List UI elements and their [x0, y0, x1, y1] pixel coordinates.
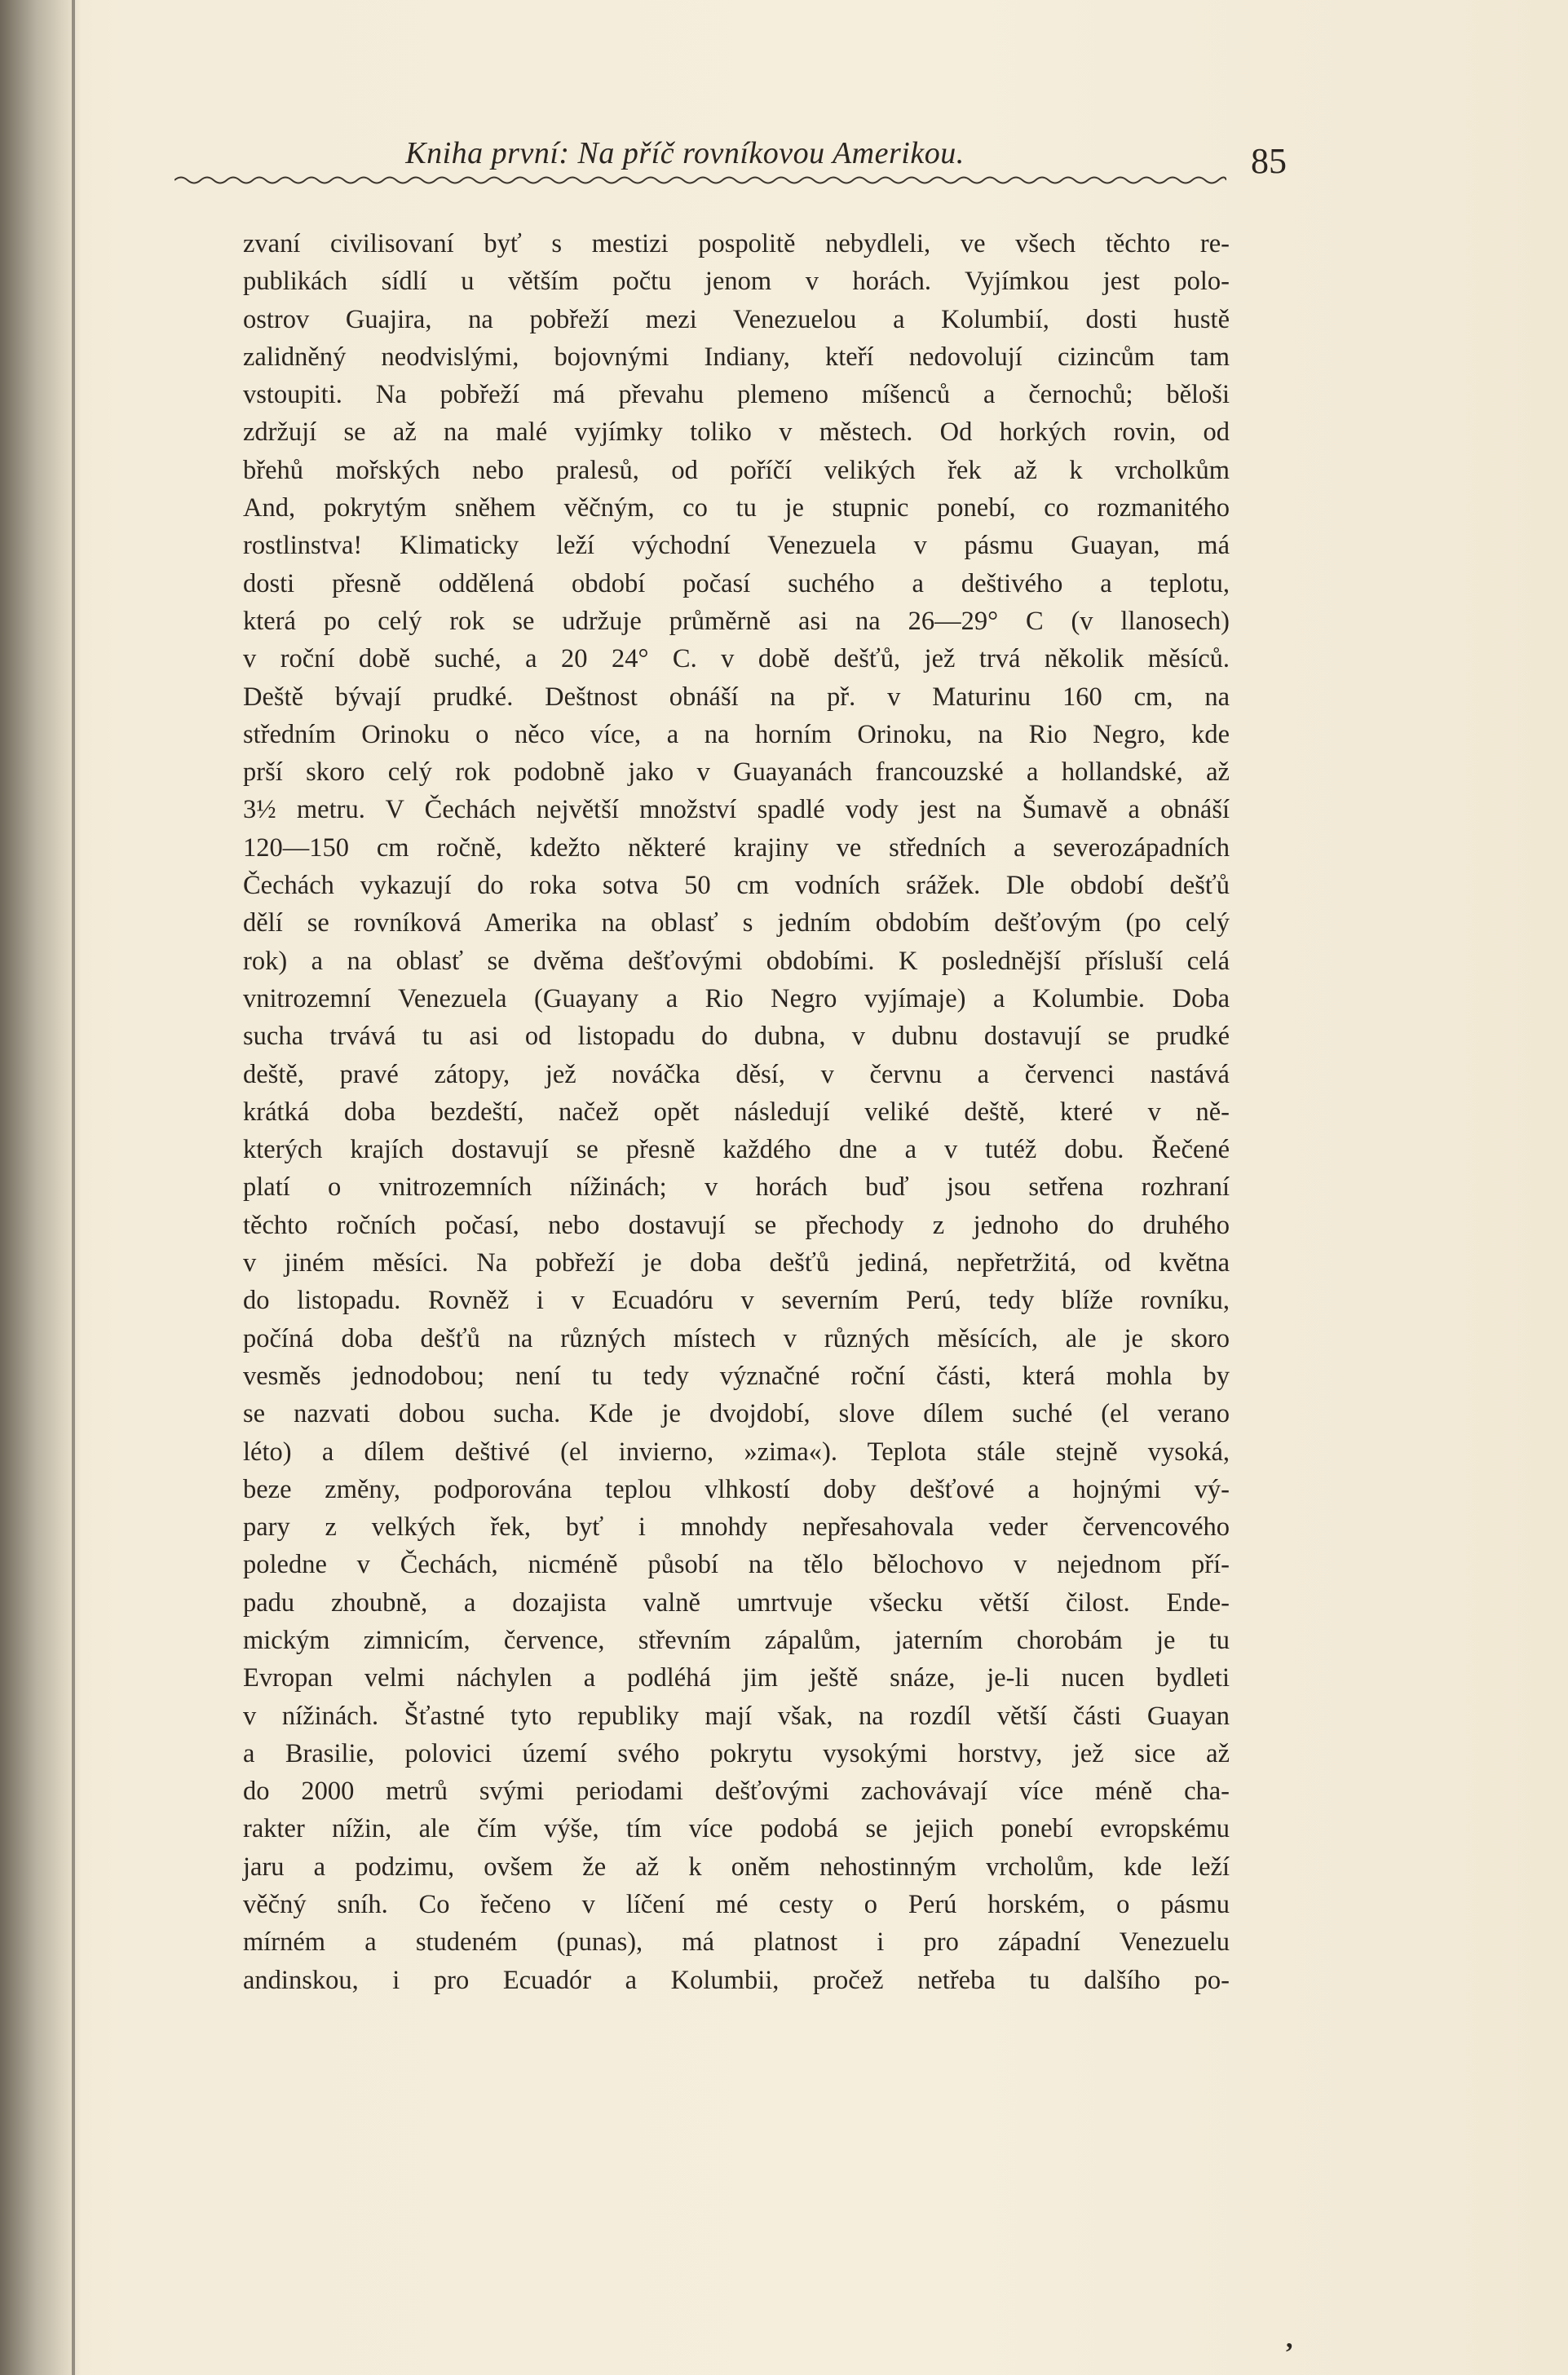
- text-line: dělí se rovníková Amerika na oblasť s jedním obdobím dešťovým (po celý: [243, 908, 1230, 938]
- text-line: mickým zimnicím, července, střevním zápalům, jaterním chorobám je tu: [243, 1625, 1230, 1655]
- text-line: platí o vnitrozemních nížinách; v horách buď jsou setřena rozhraní: [243, 1172, 1230, 1203]
- text-line: do listopadu. Rovněž i v Ecuadóru v severním Perú, tedy blíže rovníku,: [243, 1286, 1230, 1316]
- text-line: prší skoro celý rok podobně jako v Guayanách francouzské a hollandské, až: [243, 757, 1230, 788]
- page-number: 85: [1251, 141, 1287, 181]
- text-line: poledne v Čechách, nicméně působí na tělo bělochovo v nejednom pří-: [243, 1550, 1230, 1580]
- text-line: zvaní civilisovaní byť s mestizi pospolitě nebydleli, ve všech těchto re-: [243, 229, 1230, 258]
- text-line: středním Orinoku o něco více, a na horním Orinoku, na Rio Negro, kde: [243, 719, 1230, 749]
- text-line: And, pokrytým sněhem věčným, co tu je stupnic ponebí, co rozmanitého: [243, 493, 1230, 523]
- text-line: krátká doba bezdeští, načež opět následují veliké deště, které v ně-: [243, 1097, 1230, 1127]
- text-line: dosti přesně oddělená období počasí suchého a deštivého a teplotu,: [243, 568, 1230, 598]
- text-line: beze změny, podporována teplou vlhkostí doby dešťové a hojnými vý-: [243, 1474, 1230, 1504]
- body-text: [243, 225, 1230, 1999]
- text-line: která po celý rok se udržuje průměrně asi na 26—29° C (v llanosech): [243, 606, 1230, 636]
- text-line: jaru a podzimu, ovšem že až k oněm nehostinným vrcholům, kde leží: [243, 1852, 1230, 1882]
- text-line: Deště bývají prudké. Deštnost obnáší na př. v Maturinu 160 cm, na: [243, 682, 1230, 712]
- text-line: 120—150 cm ročně, kdežto některé krajiny ve středních a severozápadních: [243, 832, 1230, 863]
- text-line: Čechách vykazují do roka sotva 50 cm vodních srážek. Dle období dešťů: [243, 871, 1230, 901]
- text-line: publikách sídlí u větším počtu jenom v horách. Vyjímkou jest polo-: [243, 267, 1230, 297]
- binding-edge: [72, 0, 75, 2375]
- text-line: léto) a dílem deštivé (el invierno, »zima«). Teplota stále stejně vysoká,: [243, 1437, 1230, 1467]
- text-line: kterých krajích dostavují se přesně každého dne a v tutéž dobu. Řečené: [243, 1135, 1230, 1165]
- text-line: rakter nížin, ale čím výše, tím více podobá se jejich ponebí evropskému: [243, 1814, 1230, 1844]
- text-line: v jiném měsíci. Na pobřeží je doba dešťů jediná, nepřetržitá, od května: [243, 1248, 1230, 1278]
- text-line: mírném a studeném (punas), má platnost i pro západní Venezuelu: [243, 1927, 1230, 1958]
- text-line: padu zhoubně, a dozajista valně umrtvuje všecku větší čilost. Ende-: [243, 1587, 1230, 1618]
- text-line: zdržují se až na malé vyjímky toliko v městech. Od horkých rovin, od: [243, 417, 1230, 448]
- text-line: 3½ metru. V Čechách největší množství spadlé vody jest na Šumavě a obnáší: [243, 795, 1230, 825]
- text-line: vesměs jednodobou; není tu tedy význačné roční části, která mohla by: [243, 1361, 1230, 1391]
- text-line: a Brasilie, polovici území svého pokrytu vysokými horstvy, jež sice až: [243, 1738, 1230, 1768]
- text-line: břehů mořských nebo pralesů, od poříčí velikých řek až k vrcholkům: [243, 455, 1230, 485]
- text-line: počíná doba dešťů na různých místech v různých měsících, ale je skoro: [243, 1323, 1230, 1353]
- text-line: rok) a na oblasť se dvěma dešťovými obdobími. K poslednější přísluší celá: [243, 946, 1230, 976]
- text-line: v nížinách. Šťastné tyto republiky mají však, na rozdíl větší části Guayan: [243, 1701, 1230, 1731]
- book-spine-shadow: [0, 0, 82, 2375]
- text-line: Evropan velmi náchylen a podléhá jim ještě snáze, je-li nucen bydleti: [243, 1663, 1230, 1693]
- text-line: do 2000 metrů svými periodami dešťovými zachovávají více méně cha-: [243, 1777, 1230, 1807]
- text-line: zalidněný neodvislými, bojovnými Indiany, kteří nedovolují cizincům tam: [243, 342, 1230, 372]
- text-line: rostlinstva! Klimaticky leží východní Venezuela v pásmu Guayan, má: [243, 531, 1230, 561]
- text-line: věčný sníh. Co řečeno v líčení mé cesty o Perú horském, o pásmu: [243, 1890, 1230, 1920]
- text-line: andinskou, i pro Ecuadór a Kolumbii, pročež netřeba tu dalšího po-: [243, 1965, 1230, 1995]
- text-line: ostrov Guajira, na pobřeží mezi Venezuelou a Kolumbií, dosti hustě: [243, 304, 1230, 334]
- text-line: vnitrozemní Venezuela (Guayany a Rio Negro vyjímaje) a Kolumbie. Doba: [243, 983, 1230, 1013]
- text-line: pary z velkých řek, byť i mnohdy nepřesahovala veder červencového: [243, 1512, 1230, 1543]
- text-line: sucha trvává tu asi od listopadu do dubna, v dubnu dostavují se prudké: [243, 1022, 1230, 1052]
- ink-mark: ,: [1286, 2324, 1293, 2354]
- text-line: deště, pravé zátopy, jež nováčka děsí, v červnu a červenci nastává: [243, 1059, 1230, 1089]
- text-line: těchto ročních počasí, nebo dostavují se přechody z jednoho do druhého: [243, 1210, 1230, 1240]
- text-line: v roční době suché, a 20 24° C. v době dešťů, jež trvá několik měsíců.: [243, 644, 1230, 674]
- text-line: vstoupiti. Na pobřeží má převahu plemeno míšenců a černochů; běloši: [243, 380, 1230, 410]
- running-head: Kniha první: Na příč rovníkovou Amerikou.: [405, 136, 965, 170]
- text-line: se nazvati dobou sucha. Kde je dvojdobí, slove dílem suché (el verano: [243, 1399, 1230, 1429]
- wavy-rule-divider: [174, 173, 1226, 188]
